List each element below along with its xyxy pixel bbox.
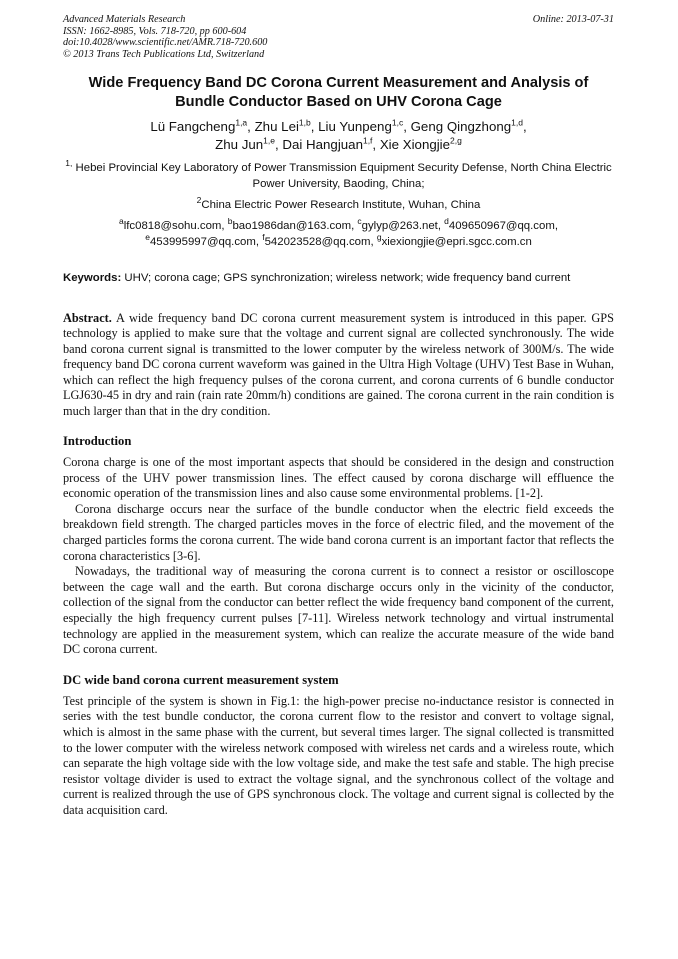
affiliation-2: $^2$China Electric Power Research Institute, Wuhan, China xyxy=(196,195,481,211)
author: Liu Yunpeng$^{1,c}$, xyxy=(318,117,411,134)
author: Xie Xiongjie$^{2,g}$ xyxy=(379,135,462,152)
author: Dai Hangjuan$^{1,f}$, xyxy=(282,135,380,152)
email: $^f$542023528@qq.com, xyxy=(262,232,377,248)
author: Lü Fangcheng$^{1,a}$, xyxy=(150,117,255,134)
email: $^b$bao1986dan@163.com, xyxy=(227,216,358,232)
author-list xyxy=(63,118,614,154)
paragraph: Corona charge is one of the most important aspects that should be considered in the design and construction process of the UHV power transmission lines. The effect caused by corona discharge will effluence the economic operation of the transmission lines and also cause some environmental problems. [1-2]. xyxy=(63,455,614,501)
journal-name: Advanced Materials Research xyxy=(63,14,186,25)
paper-page xyxy=(63,14,614,818)
affiliation-1: $^{1,}$ Hebei Provincial Key Laboratory of Power Transmission Equipment Security Defense, North China Electric Power University, Baoding, China; xyxy=(65,158,612,190)
paragraph: Nowadays, the traditional way of measuring the corona current is to connect a resistor or oscilloscope between the cage wall and the earth. But corona discharge occurs only in the vicinity of the conductor, collection of the signal from the conductor can better reflect the wide frequency band component of the current, especially the high frequency current pulses [7-11]. Wireless network technology and virtual instrumental technology are applied in the measurement system, which can realize the accurate measure of the wide band DC corona current. xyxy=(63,564,614,657)
author-emails xyxy=(63,218,614,250)
paragraph: Corona discharge occurs near the surface of the bundle conductor when the electric field exceeds the breakdown field strength. The charged particles moves in the force of electric filed, and the movement of the charged particles forms the corona current. The wide band corona current is an important factor that reflects the corona characteristics [3-6]. xyxy=(63,501,614,563)
paragraph: Test principle of the system is shown in Fig.1: the high-power precise no-inductance resistor is connected in series with the test bundle conductor, the corona current flow to the resistor and convert to voltage signal, which is almost in the same phase with the current, but several times larger. The signal collected is transmitted to the lower computer with the wireless network composed with wireless net cards and a wireless route, which can separate the high voltage side with the low voltage side, and make the test safe and stable. The high precise resistor voltage divider is used to extract the voltage signal, and the synchronous collect of the voltage and current is realized through the use of GPS synchronous clock. The voltage and current signal is collected by the data acquisition card. xyxy=(63,693,614,817)
keywords xyxy=(63,271,614,286)
keywords-text: UHV; corona cage; GPS synchronization; wireless network; wide frequency band current xyxy=(124,272,571,284)
abstract-text: A wide frequency band DC corona current measurement system is introduced in this paper. GPS technology is applied to make sure that the voltage and current signal are collected synchronously. The wide band corona current signal is transmitted to the lower computer by the wireless network of 300M/s. The wide frequency band DC corona current waveform was gained in the Ultra High Voltage (UHV) Test Base in Wuhan, which can reflect the high frequency pulses of the corona current, and corona currents of 6 bundle conductor LGJ630-45 in dry and rain (rain rate 20mm/h) conditions are gained. The corona current in the rain condition is much larger than that in the dry condition. xyxy=(63,310,614,418)
section-heading-measurement-system: DC wide band corona current measurement system xyxy=(63,672,339,687)
journal-header xyxy=(63,14,614,60)
issn-line: ISSN: 1662-8985, Vols. 718-720, pp 600-604 xyxy=(63,25,247,37)
copyright-line: © 2013 Trans Tech Publications Ltd, Switzerland xyxy=(63,48,265,60)
email: $^a$lfc0818@sohu.com, xyxy=(118,216,228,232)
paper-title: Wide Frequency Band DC Corona Current Measurement and Analysis of Bundle Conductor Based on UHV Corona Cage xyxy=(88,75,589,110)
email: $^g$xiexiongjie@epri.sgcc.com.cn xyxy=(376,232,532,248)
email: $^c$gylyp@263.net, xyxy=(357,216,445,232)
doi-line: doi:10.4028/www.scientific.net/AMR.718-720.600 xyxy=(63,37,268,48)
author: Zhu Lei$^{1,b}$, xyxy=(254,117,319,134)
email: $^e$453995997@qq.com, xyxy=(145,232,263,248)
section-heading-introduction: Introduction xyxy=(63,434,132,448)
keywords-label: Keywords: xyxy=(63,272,122,284)
author: Zhu Jun$^{1,e}$, xyxy=(215,135,283,152)
abstract-label: Abstract. xyxy=(63,310,112,325)
email: $^d$409650967@qq.com, xyxy=(444,216,558,232)
abstract xyxy=(63,311,614,420)
online-date: Online: 2013-07-31 xyxy=(532,14,614,25)
author: Geng Qingzhong$^{1,d}$, xyxy=(410,117,527,134)
